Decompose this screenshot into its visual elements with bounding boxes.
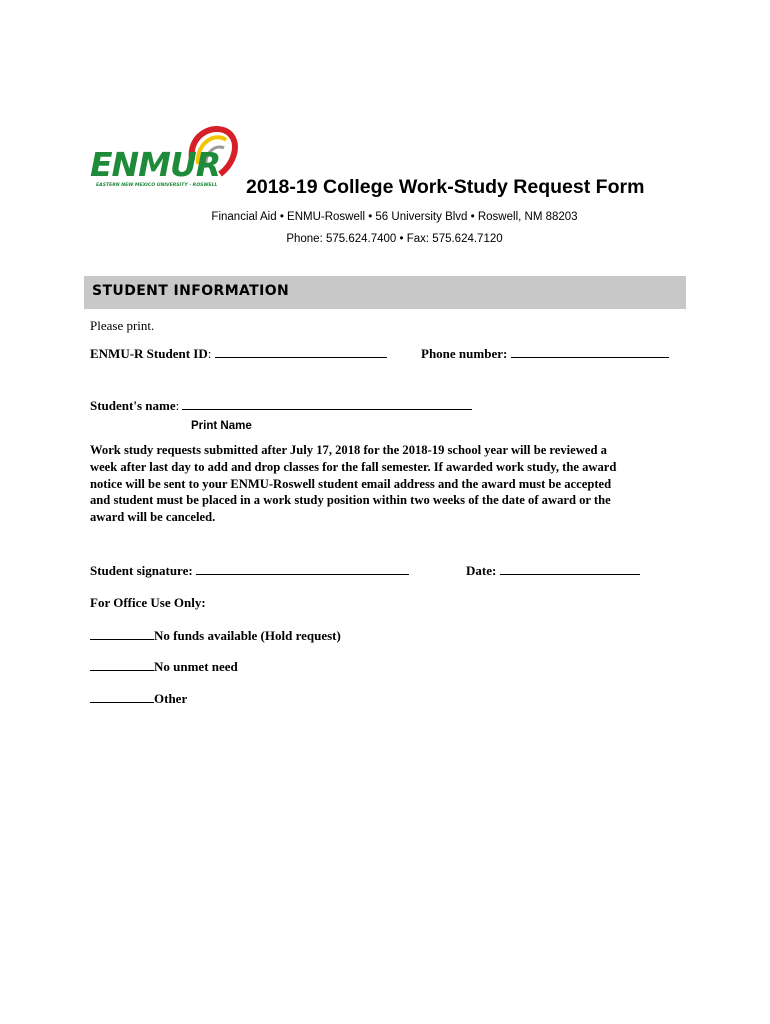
office-option-label: Other xyxy=(154,691,188,706)
student-name-label: Student's name xyxy=(90,398,176,413)
svg-text:ENMUR: ENMUR xyxy=(90,145,221,184)
svg-text:EASTERN NEW MEXICO UNIVERSITY: EASTERN NEW MEXICO UNIVERSITY · ROSWELL xyxy=(96,183,218,188)
address-line: Financial Aid • ENMU-Roswell • 56 University Blvd • Roswell, NM 88203 xyxy=(211,211,578,223)
office-option-row xyxy=(90,690,187,707)
notice-line: and student must be placed in a work study position within two weeks of the date of award or the xyxy=(90,493,611,508)
office-option-row xyxy=(90,658,238,675)
date-row xyxy=(466,562,640,579)
office-option-row xyxy=(90,627,341,644)
phone-number-field[interactable] xyxy=(511,345,669,358)
phone-label: Phone number: xyxy=(421,346,508,361)
student-id-label: ENMU-R Student ID xyxy=(90,346,208,361)
office-option-blank[interactable] xyxy=(90,690,154,703)
form-title: 2018-19 College Work-Study Request Form xyxy=(246,176,645,198)
student-information-header xyxy=(84,276,686,309)
office-option-label: No unmet need xyxy=(154,659,238,674)
student-id-colon: : xyxy=(207,346,212,361)
enmu-roswell-logo xyxy=(88,124,248,194)
notice-line: notice will be sent to your ENMU-Roswell student email address and the award must be accepted xyxy=(90,476,612,491)
notice-line: award will be canceled. xyxy=(90,510,216,525)
contact-line: Phone: 575.624.7400 • Fax: 575.624.7120 xyxy=(286,233,503,245)
office-use-heading: For Office Use Only: xyxy=(90,595,206,610)
student-name-field[interactable] xyxy=(182,397,472,410)
student-id-row xyxy=(90,345,387,362)
print-name-caption: Print Name xyxy=(191,420,252,432)
student-id-field[interactable] xyxy=(215,345,387,358)
instruction-text: Please print. xyxy=(90,318,155,333)
student-name-row xyxy=(90,397,472,414)
signature-label: Student signature: xyxy=(90,563,193,578)
office-option-label: No funds available (Hold request) xyxy=(154,628,341,643)
signature-field[interactable] xyxy=(196,562,409,575)
date-label: Date: xyxy=(466,563,497,578)
office-option-blank[interactable] xyxy=(90,627,154,640)
office-option-blank[interactable] xyxy=(90,658,154,671)
student-name-colon: : xyxy=(175,398,180,413)
section-title: STUDENT INFORMATION xyxy=(92,283,290,299)
date-field[interactable] xyxy=(500,562,640,575)
signature-row xyxy=(90,562,409,579)
phone-row xyxy=(421,345,669,362)
work-study-notice xyxy=(90,442,680,526)
notice-line: Work study requests submitted after July 17, 2018 for the 2018-19 school year will be reviewed a xyxy=(90,443,607,457)
notice-line: week after last day to add and drop classes for the fall semester. If awarded work study, the award xyxy=(90,459,617,474)
